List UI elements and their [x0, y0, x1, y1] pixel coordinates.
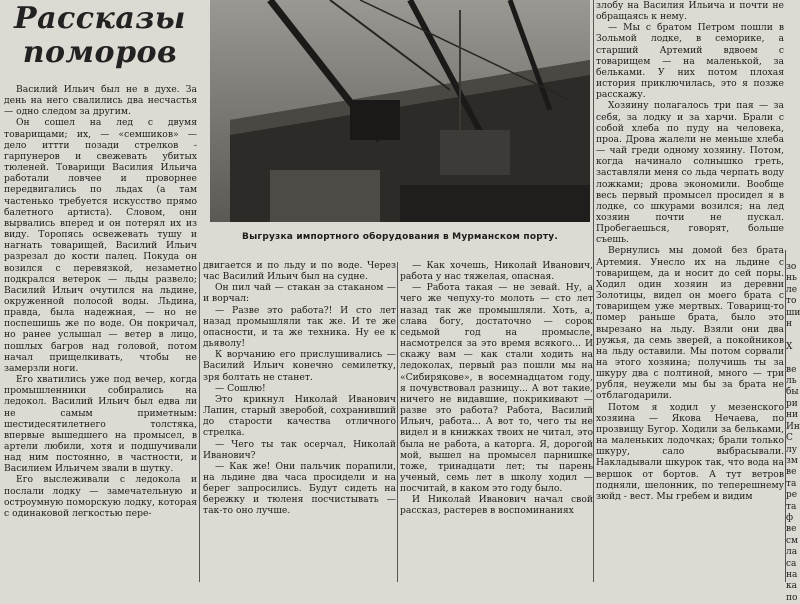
- edge-fragment-line: ка: [786, 581, 797, 592]
- edge-fragment-line: та: [786, 501, 797, 512]
- paragraph: — Разве это работа?! И сто лет назад промышляли так же. И те же опасности, и та же техника. Ну ее к дьяволу!: [203, 304, 396, 350]
- paragraph: — Чего ты так осерчал, Николай Иванович?: [203, 438, 396, 461]
- paragraph: И Николай Иванович начал свой рассказ, растерев в воспоминаниях: [400, 494, 593, 517]
- edge-fragment-line: ши: [786, 307, 800, 318]
- edge-fragment-line: ле: [786, 284, 798, 295]
- article-column-1: [4, 84, 197, 519]
- article-column-2: [203, 260, 396, 517]
- column-divider: [593, 0, 594, 582]
- paragraph: Это крикнул Николай Иванович Лапин, старый зверобой, сохранивший до старости качества отличного стрелка.: [203, 393, 396, 439]
- edge-fragment-line: ль: [786, 376, 797, 387]
- paragraph: Его выслеживали с ледокола и послали лодку — замечательную и остроумную поморскую лодку, которая с одинаковой легкостью пере-: [4, 474, 197, 519]
- paragraph: Потом я ходил у мезенского хозяина — Якова Нечаева, по прозвищу Бугор. Ходили за бельками, на маленьких лодочках; брали только шкуру, сало выбрасывали. Накладывали шкурок так, что вода на вершок от бортов. А тут ветров подняли, шелонник, по теперешнему зюйд - вест. Мы гребем и видим: [596, 401, 784, 502]
- edge-fragment-line: бы: [786, 387, 799, 398]
- edge-fragment-line: та: [786, 478, 797, 489]
- paragraph: — Как же! Они пальчик порапили, на льдине два часа просидели и на берег запросились. Будут сидеть на бережку и тюленя посчистывать — так-то оно лучше.: [203, 460, 396, 517]
- edge-fragment-line: Х: [786, 341, 793, 352]
- edge-fragment-line: нь: [786, 273, 797, 284]
- edge-fragment-line: см: [786, 535, 799, 546]
- edge-fragment-line: зм: [786, 455, 798, 466]
- adjacent-article-fragment: [786, 262, 798, 604]
- edge-fragment-line: н: [786, 319, 792, 330]
- column-divider: [397, 262, 398, 582]
- edge-fragment-line: ни: [786, 410, 798, 421]
- paragraph: злобу на Василия Ильича и почти не обращаясь к нему.: [596, 0, 784, 23]
- edge-fragment-line: на: [786, 569, 798, 580]
- paragraph: Он пил чай — стакан за стаканом — и ворчал:: [203, 282, 396, 305]
- edge-fragment-line: ве: [786, 467, 797, 478]
- port-unloading-photo: [210, 0, 590, 222]
- paragraph: — Как хочешь, Николай Иванович, работа у нас тяжелая, опасная.: [400, 260, 593, 283]
- title-line-1: Рассказы: [14, 1, 186, 36]
- edge-fragment-line: ла: [786, 547, 798, 558]
- paragraph: — Работа такая — не зевай. Ну, а чего же чепуху-то молоть — сто лет назад так же промышляли. Хоть, а, слава богу, достаточно — сорок седьмой год на промысле, насмотрелся за это время всякого... И скажу вам — как стали ходить на ледоколах, первый раз пошли мы на «Сибирякове», в восемнадцатом году, я почувствовал разницу... А вот такие, ничего не видавшие, покрикивают — разве это работа? Работа, Василий Ильич, работа... А вот то, чего ты не видел и в книжках твоих не читал, это была не работа, а каторга. Я, дорогой мой, вышел на промысел парнишке тоже, тринадцати лет; ты парень ученый, семь лет в школу ходил — посчитай, в каком это году было.: [400, 282, 593, 495]
- article-title: [6, 2, 194, 70]
- paragraph: — Мы с братом Петром пошли в Зольмой лодке, в семорике, а старший Артемий вдвоем с товарищем — на маленькой, за бельками. У них потом плохая история приключилась, это я позже расскажу.: [596, 22, 784, 101]
- edge-fragment-line: ф: [786, 512, 794, 523]
- edge-fragment-line: ре: [786, 490, 798, 501]
- newspaper-photo: [210, 0, 590, 222]
- edge-fragment-line: то: [786, 296, 797, 307]
- paragraph: Хозяину полагалось три пая — за себя, за лодку и за харчи. Брали с собой хлеба по пуду на человека, проа. Дрова жалели не меньше хлеба — чай греди одному хозяину. Потом, когда начинало солнышко греть, заставляли меня со льда черпать воду ложками; дрова экономили. Вообще весь первый промысел просидел я в лодке, со шкурами возился; на лед хозяин почти не пускал. Пробегаешься, говорят, больше съешь.: [596, 100, 784, 246]
- paragraph: Вернулись мы домой без брата Артемия. Унесло их на льдине с товарищем, да и носит до сей поры. Ходил один хозяин из деревни Золотицы, видел он моего брата с товарищем уже мертвых. Товарищ-то помер раньше брата, было это вырезано на льду. Взяли они два ружья, да семь зверей, а покойников на льду оставили. Мы потом сорвали на этого хозяина; получишь ты за шкуру два с полтиной, много — три рубля, неужели мы бы за брата не отблагодарили.: [596, 245, 784, 402]
- edge-fragment-line: зо: [786, 262, 797, 272]
- edge-fragment-line: ри: [786, 398, 798, 409]
- edge-fragment-line: Ин: [786, 421, 800, 432]
- paragraph: Его хватились уже под вечер, когда промышленники собирались на ледокол. Василий Ильич был едва ли не самым приметным: шестидесятилетнего толстяка, впервые вышедшего на промысел, в артели любили, хотя и подшучивали над ним постоянно, в частности, и Василием Ильичем звали в шутку.: [4, 374, 197, 475]
- paragraph: К ворчанию его прислушивались — Василий Ильич конечно семилетку, зря болтать не станет.: [203, 349, 396, 383]
- paragraph: Василий Ильич был не в духе. За день на него свалились два несчастья — одно следом за другим.: [4, 84, 197, 118]
- article-column-3: [400, 260, 593, 517]
- paragraph: — Сошлю!: [215, 382, 266, 394]
- edge-fragment-line: ве: [786, 524, 797, 535]
- edge-fragment-line: ве: [786, 364, 797, 375]
- article-column-4: [596, 0, 784, 502]
- photo-caption: Выгрузка импортного оборудования в Мурманском порту.: [242, 232, 558, 242]
- title-line-2: поморов: [22, 35, 178, 70]
- edge-fragment-line: лу: [786, 444, 798, 455]
- column-divider: [199, 262, 200, 582]
- edge-fragment-line: по: [786, 592, 798, 603]
- paragraph: Он сошел на лед с двумя товарищами; их, — «семшиков» — делo иттти позади стрелков - гарпунеров и свежевать убитых тюленей. Товарищи Василия Ильича работали ловчее и проворнее передвигались по льдах (а там частенько требуется искусство прямо балетного артиста). Словом, они вырвались вперед и он потерял их из виду. Торопясь освежевать тушу и нагнать товарищей, Василий Ильич разрезал до кости палец. Покуда он возился с перевязкой, незаметно подкрался ветерок — льды развело; Василий Ильич очутился на льдине, окруженной полосой воды. Льдина, правда, была надежная, — но не поспешишь же по воде. Он покричал, но ранее услышал — ветер в лицо, пошлых багров над головой, потом начал прищелкивать, чтобы не замерзли ноги.: [4, 117, 197, 374]
- paragraph: двигается и по льду и по воде. Через час Василий Ильич был на судне.: [203, 260, 396, 283]
- edge-fragment-line: С: [786, 433, 793, 444]
- edge-fragment-line: [786, 330, 798, 341]
- edge-fragment-line: [786, 353, 798, 364]
- edge-fragment-line: са: [786, 558, 797, 569]
